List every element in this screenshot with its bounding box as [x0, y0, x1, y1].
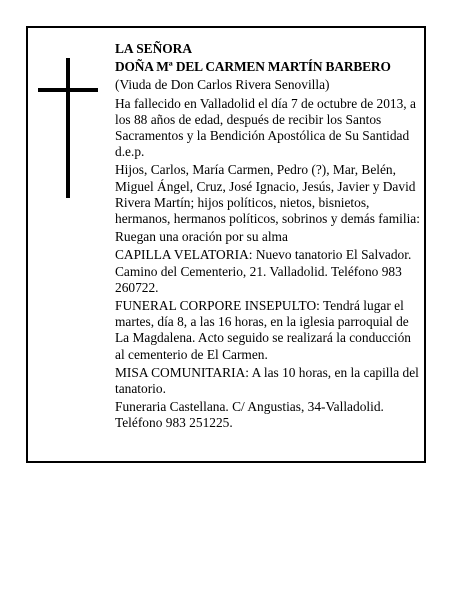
- notice-text-block: [115, 41, 423, 434]
- obituary-notice: [26, 26, 426, 463]
- cross-icon: [38, 58, 98, 198]
- death-statement: Ha fallecido en Valladolid el día 7 de octubre de 2013, a los 88 años de edad, después de recibir los Santos Sacramentos y la Bendición Apostólica de Su Santidad d.e.p.: [115, 95, 416, 160]
- widow-of-line: (Viuda de Don Carlos Rivera Senovilla): [115, 77, 330, 93]
- mass-info: MISA COMUNITARIA: A las 10 horas, en la capilla del tanatorio.: [115, 364, 419, 397]
- cross-vertical-bar: [66, 58, 70, 198]
- deceased-name: DOÑA Mª DEL CARMEN MARTÍN BARBERO: [115, 59, 391, 75]
- chapel-info: CAPILLA VELATORIA: Nuevo tanatorio El Salvador. Camino del Cementerio, 21. Valladolid. Teléfono 983 260722.: [115, 247, 412, 295]
- cross-horizontal-bar: [38, 88, 98, 92]
- family-list: Hijos, Carlos, María Carmen, Pedro (?), Mar, Belén, Miguel Ángel, Cruz, José Ignacio, Jesús, Javier y David Rivera Martín; hijos políticos, nietos, bisnietos, hermanos, hermanos políticos, sobrinos y demás familia:: [115, 162, 420, 227]
- notice-heading: LA SEÑORA: [115, 41, 193, 56]
- prayer-request: Ruegan una oración por su alma: [115, 229, 288, 245]
- funeral-info: FUNERAL CORPORE INSEPULTO: Tendrá lugar el martes, día 8, a las 16 horas, en la iglesia parroquial de La Magdalena. Acto seguido se realizará la conducción al cementerio de El Carmen.: [115, 298, 411, 362]
- funeral-home-info: Funeraria Castellana. C/ Angustias, 34-Valladolid. Teléfono 983 251225.: [115, 399, 384, 431]
